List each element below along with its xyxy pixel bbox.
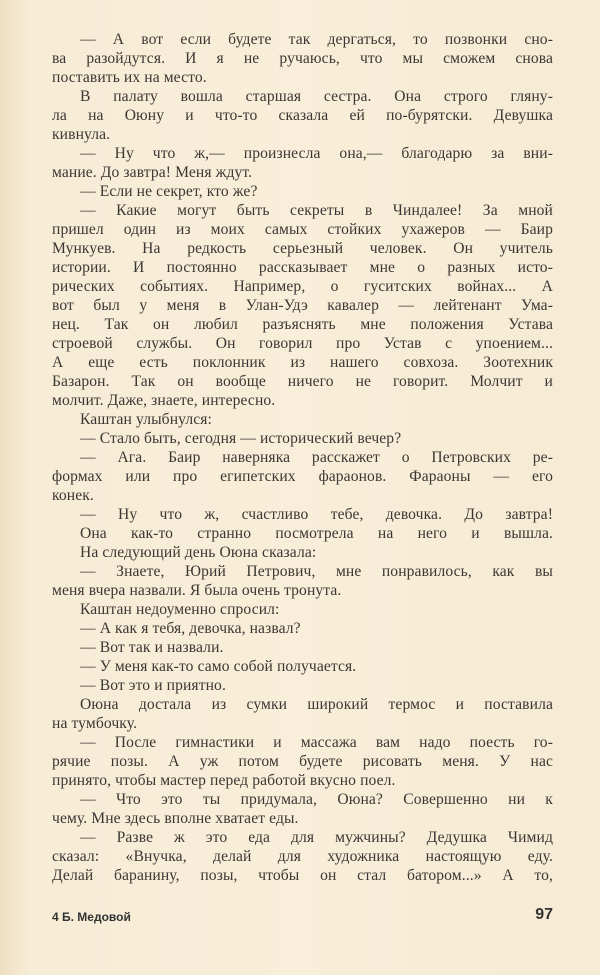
- text-line: ва разойдутся. И я не ручаюсь, что мы сможем снова: [52, 50, 553, 67]
- text-line: конек.: [52, 487, 94, 504]
- text-line: кивнула.: [52, 126, 111, 143]
- text-line: На следующий день Оюна сказала:: [80, 544, 317, 561]
- text-line: поставить их на место.: [52, 69, 207, 86]
- text-line: формах или про египетских фараонов. Фараоны — его: [52, 468, 553, 485]
- text-line: пришел один из моих самых стойких ухажеров — Баир: [52, 221, 553, 238]
- text-line: меня вчера назвали. Я была очень тронута.: [52, 582, 342, 599]
- text-line: истории. И постоянно рассказывает мне о разных исто-: [52, 259, 553, 276]
- text-line: чему. Мне здесь вполне хватает еды.: [52, 810, 299, 827]
- text-line: В палату вошла старшая сестра. Она строго гляну-: [80, 88, 553, 105]
- text-line: — У меня как-то само собой получается.: [80, 658, 357, 675]
- text-line: — Ну что ж,— произнесла она,— благодарю за вни-: [80, 145, 553, 162]
- text-line: вот был у меня в Улан-Удэ кавалер — лейтенант Ума-: [52, 297, 553, 314]
- text-line: рячие позы. А уж потом будете рисовать меня. У нас: [52, 753, 553, 770]
- signature-mark: 4 Б. Медовой: [52, 910, 131, 924]
- text-line: Каштан улыбнулся:: [80, 411, 212, 428]
- text-line: рических событиях. Например, о гуситских войнах... А: [52, 278, 553, 295]
- text-line: — Вот так и назвали.: [80, 639, 224, 656]
- text-line: строевой службы. Он говорил про Устав с упоением...: [52, 335, 553, 352]
- text-line: — Знаете, Юрий Петрович, мне понравилось, как вы: [80, 563, 553, 580]
- text-line: принято, чтобы мастер перед работой вкусно поел.: [52, 772, 396, 789]
- text-line: Делай баранину, позы, чтобы он стал батором...» А то,: [52, 867, 553, 884]
- text-line: мание. До завтра! Меня ждут.: [52, 164, 253, 181]
- text-line: сказал: «Внучка, делай для художника настоящую еду.: [52, 848, 553, 865]
- text-line: — А вот если будете так дергаться, то позвонки сно-: [80, 31, 553, 48]
- text-line: — Какие могут быть секреты в Чиндалее! За мной: [80, 202, 553, 219]
- page-footer: [52, 906, 553, 928]
- text-line: — А как я тебя, девочка, назвал?: [80, 620, 301, 637]
- text-line: — Ну что ж, счастливо тебе, девочка. До завтра!: [80, 506, 553, 523]
- text-line: Мункуев. На редкость серьезный человек. Он учитель: [52, 240, 553, 257]
- text-line: — Ага. Баир наверняка расскажет о Петровских ре-: [80, 449, 553, 466]
- page-body-text: [52, 30, 553, 885]
- text-line: ла на Оюну и что-то сказала ей по-бурятски. Девушка: [52, 107, 553, 124]
- text-line: на тумбочку.: [52, 715, 138, 732]
- text-line: Базарон. Так он вообще ничего не говорит. Молчит и: [52, 373, 553, 390]
- text-line: Каштан недоуменно спросил:: [80, 601, 280, 618]
- text-line: Оюна достала из сумки широкий термос и поставила: [80, 696, 553, 713]
- text-line: — После гимнастики и массажа вам надо поесть го-: [80, 734, 553, 751]
- text-line: — Вот это и приятно.: [80, 677, 226, 694]
- text-line: Она как-то странно посмотрела на него и вышла.: [80, 525, 553, 542]
- text-line: — Если не секрет, кто же?: [80, 183, 258, 200]
- text-line: нец. Так он любил разъяснять мне положения Устава: [52, 316, 553, 333]
- text-line: А еще есть поклонник из нашего совхоза. Зоотехник: [52, 354, 553, 371]
- text-line: — Стало быть, сегодня — исторический вечер?: [80, 430, 402, 447]
- text-line: — Что это ты придумала, Оюна? Совершенно ни к: [80, 791, 553, 808]
- text-line: молчит. Даже, знаете, интересно.: [52, 392, 276, 409]
- page-number: 97: [535, 906, 553, 923]
- text-line: — Разве ж это еда для мужчины? Дедушка Чимид: [80, 829, 553, 846]
